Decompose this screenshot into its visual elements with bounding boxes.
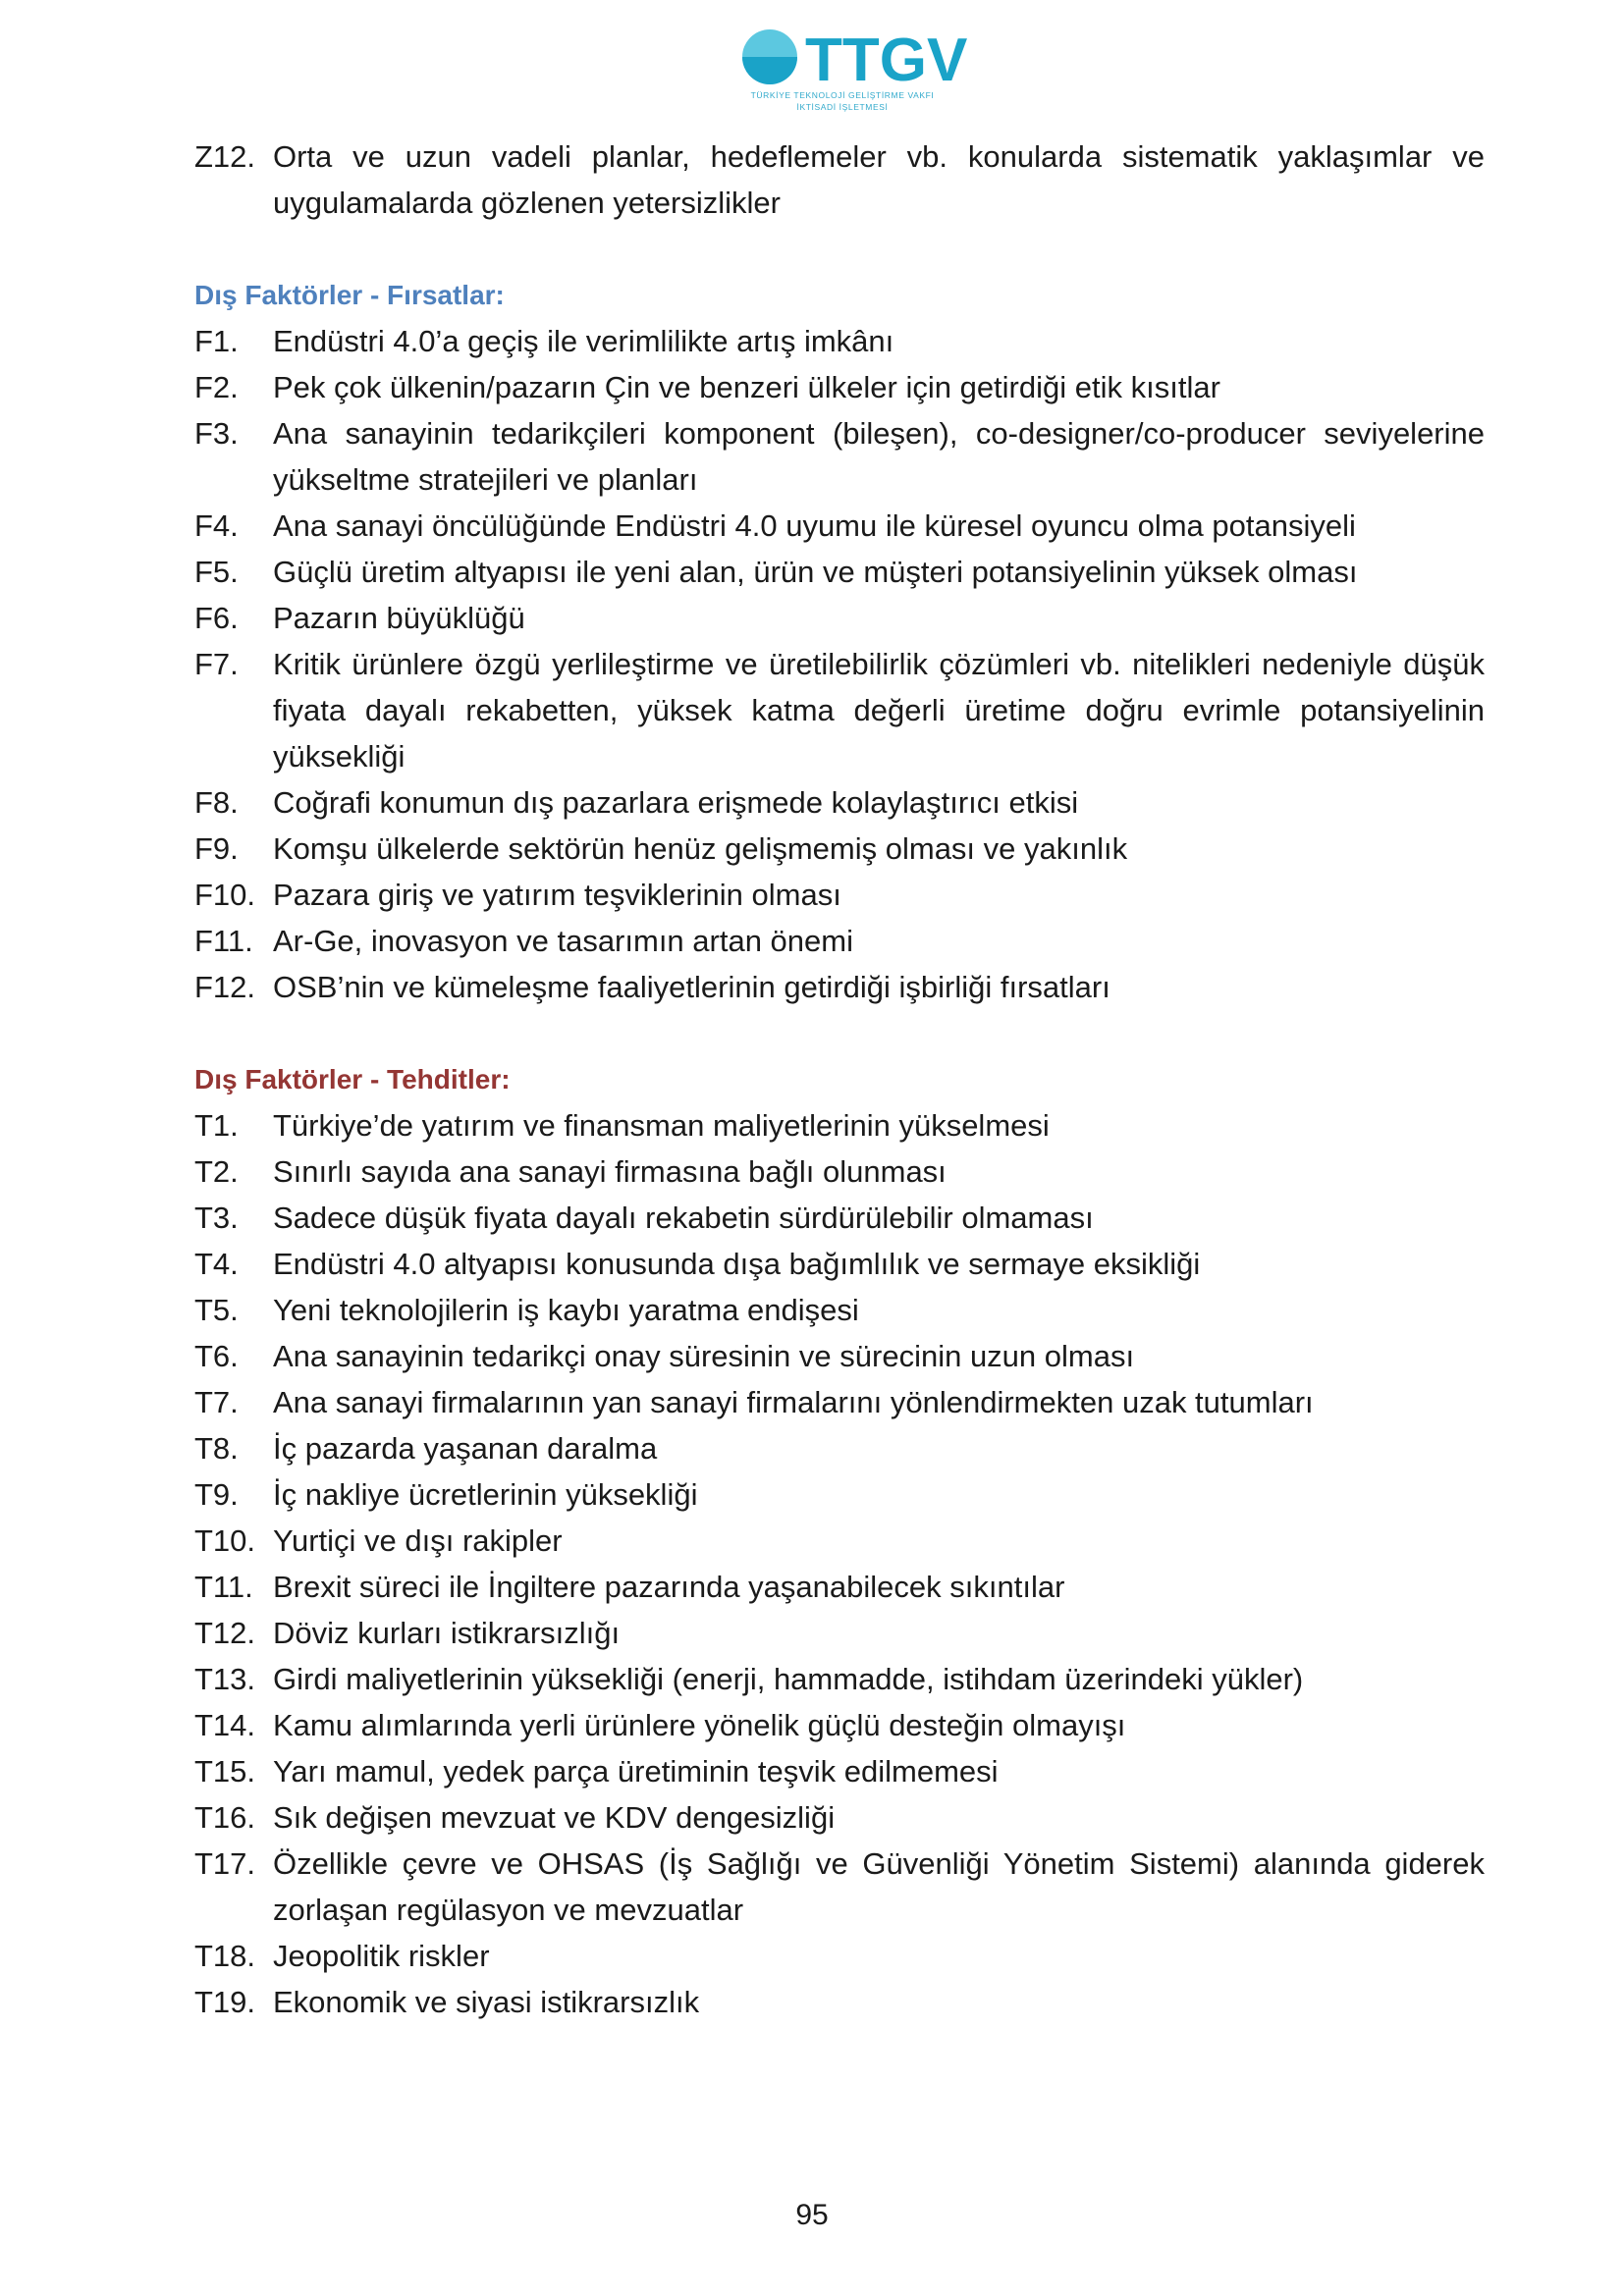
item-text: Türkiye’de yatırım ve finansman maliyetlerinin yükselmesi [273, 1108, 1050, 1143]
item-code: F12. [194, 970, 256, 1004]
list-item [194, 872, 1485, 918]
list-item [194, 1564, 1485, 1610]
item-text: Ar-Ge, inovasyon ve tasarımın artan önemi [273, 924, 853, 958]
list-item [194, 1702, 1485, 1748]
list-item [194, 1748, 1485, 1794]
item-code: T10. [194, 1523, 256, 1558]
item-code: T16. [194, 1800, 256, 1835]
item-code: T5. [194, 1293, 239, 1327]
list-item [194, 133, 1485, 226]
item-text: Endüstri 4.0’a geçiş ile verimlilikte artış imkânı [273, 324, 894, 358]
item-text: Ana sanayi firmalarının yan sanayi firmalarını yönlendirmekten uzak tutumları [273, 1385, 1314, 1419]
item-text: Sadece düşük fiyata dayalı rekabetin sürdürülebilir olmaması [273, 1201, 1094, 1235]
item-text: Kamu alımlarında yerli ürünlere yönelik güçlü desteğin olmayışı [273, 1708, 1126, 1742]
item-text: Coğrafi konumun dış pazarlara erişmede kolaylaştırıcı etkisi [273, 785, 1079, 820]
logo-subtitle-1: TÜRKİYE TEKNOLOJİ GELİŞTİRME VAKFI [750, 90, 935, 100]
item-code: F11. [194, 924, 253, 958]
item-text: Ekonomik ve siyasi istikrarsızlık [273, 1985, 700, 2019]
item-text: Yeni teknolojilerin iş kaybı yaratma endişesi [273, 1293, 859, 1327]
item-text: Jeopolitik riskler [273, 1939, 490, 1973]
opportunities-list [194, 318, 1485, 1010]
item-text: Orta ve uzun vadeli planlar, hedeflemeler vb. konularda sistematik yaklaşımlar ve uygulamalarda gözlenen yetersizlikler [273, 139, 1485, 220]
item-text: Brexit süreci ile İngiltere pazarında yaşanabilecek sıkıntılar [273, 1570, 1065, 1604]
item-code: T13. [194, 1662, 256, 1696]
threats-list [194, 1102, 1485, 2025]
item-code: T14. [194, 1708, 256, 1742]
item-text: Güçlü üretim altyapısı ile yeni alan, ürün ve müşteri potansiyelinin yüksek olması [273, 555, 1358, 589]
list-item [194, 1979, 1485, 2025]
item-text: İç pazarda yaşanan daralma [273, 1431, 658, 1466]
item-code: F4. [194, 508, 239, 543]
ttgv-logo [734, 18, 968, 116]
item-text: Ana sanayi öncülüğünde Endüstri 4.0 uyumu ile küresel oyuncu olma potansiyeli [273, 508, 1356, 543]
item-code: T3. [194, 1201, 239, 1235]
item-code: T18. [194, 1939, 256, 1973]
item-code: T2. [194, 1154, 239, 1189]
list-item [194, 1471, 1485, 1518]
item-code: T15. [194, 1754, 256, 1789]
list-item [194, 410, 1485, 503]
item-text: Yurtiçi ve dışı rakipler [273, 1523, 563, 1558]
item-code: F8. [194, 785, 239, 820]
list-item [194, 1656, 1485, 1702]
item-code: Z12. [194, 139, 256, 174]
item-text: Pazarın büyüklüğü [273, 601, 525, 635]
list-item [194, 918, 1485, 964]
list-item [194, 964, 1485, 1010]
item-text: Endüstri 4.0 altyapısı konusunda dışa bağımlılık ve sermaye eksikliği [273, 1247, 1201, 1281]
list-item [194, 779, 1485, 826]
item-text: Özellikle çevre ve OHSAS (İş Sağlığı ve Güvenliği Yönetim Sistemi) alanında giderek zorlaşan regülasyon ve mevzuatlar [273, 1846, 1485, 1927]
swot-content [194, 133, 1485, 2025]
item-text: Kritik ürünlere özgü yerlileştirme ve üretilebilirlik çözümleri vb. nitelikleri nedeniyle düşük fiyata dayalı rekabetten, yüksek katma değerli üretime doğru evrimle potansiyelinin yüksekliği [273, 647, 1485, 774]
opportunities-heading: Dış Faktörler - Fırsatlar: [194, 280, 505, 310]
list-item [194, 1287, 1485, 1333]
item-code: T4. [194, 1247, 239, 1281]
list-item [194, 1933, 1485, 1979]
item-code: T9. [194, 1477, 239, 1512]
item-code: T11. [194, 1570, 253, 1604]
item-text: Ana sanayinin tedarikçi onay süresinin ve sürecinin uzun olması [273, 1339, 1135, 1373]
item-code: F1. [194, 324, 239, 358]
item-text: Yarı mamul, yedek parça üretiminin teşvik edilmemesi [273, 1754, 999, 1789]
list-item [194, 1102, 1485, 1148]
item-text: Sınırlı sayıda ana sanayi firmasına bağlı olunması [273, 1154, 947, 1189]
list-item [194, 641, 1485, 779]
list-item [194, 549, 1485, 595]
item-code: F7. [194, 647, 239, 681]
list-item [194, 318, 1485, 364]
item-code: T19. [194, 1985, 256, 2019]
threats-heading: Dış Faktörler - Tehditler: [194, 1064, 511, 1095]
item-text: Döviz kurları istikrarsızlığı [273, 1616, 621, 1650]
item-text: Sık değişen mevzuat ve KDV dengesizliği [273, 1800, 836, 1835]
item-text: İç nakliye ücretlerinin yüksekliği [273, 1477, 698, 1512]
list-item [194, 1425, 1485, 1471]
list-item [194, 503, 1485, 549]
item-text: Komşu ülkelerde sektörün henüz gelişmemiş olması ve yakınlık [273, 831, 1128, 866]
item-code: F5. [194, 555, 239, 589]
item-text: Pazara giriş ve yatırım teşviklerinin olması [273, 878, 841, 912]
item-code: F2. [194, 370, 239, 404]
item-text: OSB’nin ve kümeleşme faaliyetlerinin getirdiği işbirliği fırsatları [273, 970, 1110, 1004]
list-item [194, 1841, 1485, 1933]
item-text: Pek çok ülkenin/pazarın Çin ve benzeri ülkeler için getirdiği etik kısıtlar [273, 370, 1220, 404]
item-text: Ana sanayinin tedarikçileri komponent (bileşen), co-designer/co-producer seviyelerine yükseltme stratejileri ve planları [273, 416, 1485, 497]
list-item [194, 1241, 1485, 1287]
item-code: T17. [194, 1846, 256, 1881]
list-item [194, 595, 1485, 641]
item-code: F6. [194, 601, 239, 635]
weaknesses-list [194, 133, 1485, 226]
page-number: 95 [795, 2199, 829, 2231]
list-item [194, 1148, 1485, 1195]
item-code: F10. [194, 878, 256, 912]
list-item [194, 1333, 1485, 1379]
item-code: F3. [194, 416, 239, 451]
item-text: Girdi maliyetlerinin yüksekliği (enerji, hammadde, istihdam üzerindeki yükler) [273, 1662, 1304, 1696]
item-code: T1. [194, 1108, 239, 1143]
list-item [194, 1379, 1485, 1425]
list-item [194, 1195, 1485, 1241]
item-code: T6. [194, 1339, 239, 1373]
list-item [194, 1794, 1485, 1841]
item-code: T8. [194, 1431, 239, 1466]
logo-subtitle-2: İKTİSADİ İŞLETMESİ [796, 102, 889, 112]
logo-wordmark: TTGV [805, 27, 968, 94]
list-item [194, 826, 1485, 872]
item-code: T7. [194, 1385, 239, 1419]
ttgv-logo-mark [734, 18, 968, 96]
item-code: F9. [194, 831, 239, 866]
list-item [194, 1518, 1485, 1564]
list-item [194, 1610, 1485, 1656]
list-item [194, 364, 1485, 410]
item-code: T12. [194, 1616, 256, 1650]
